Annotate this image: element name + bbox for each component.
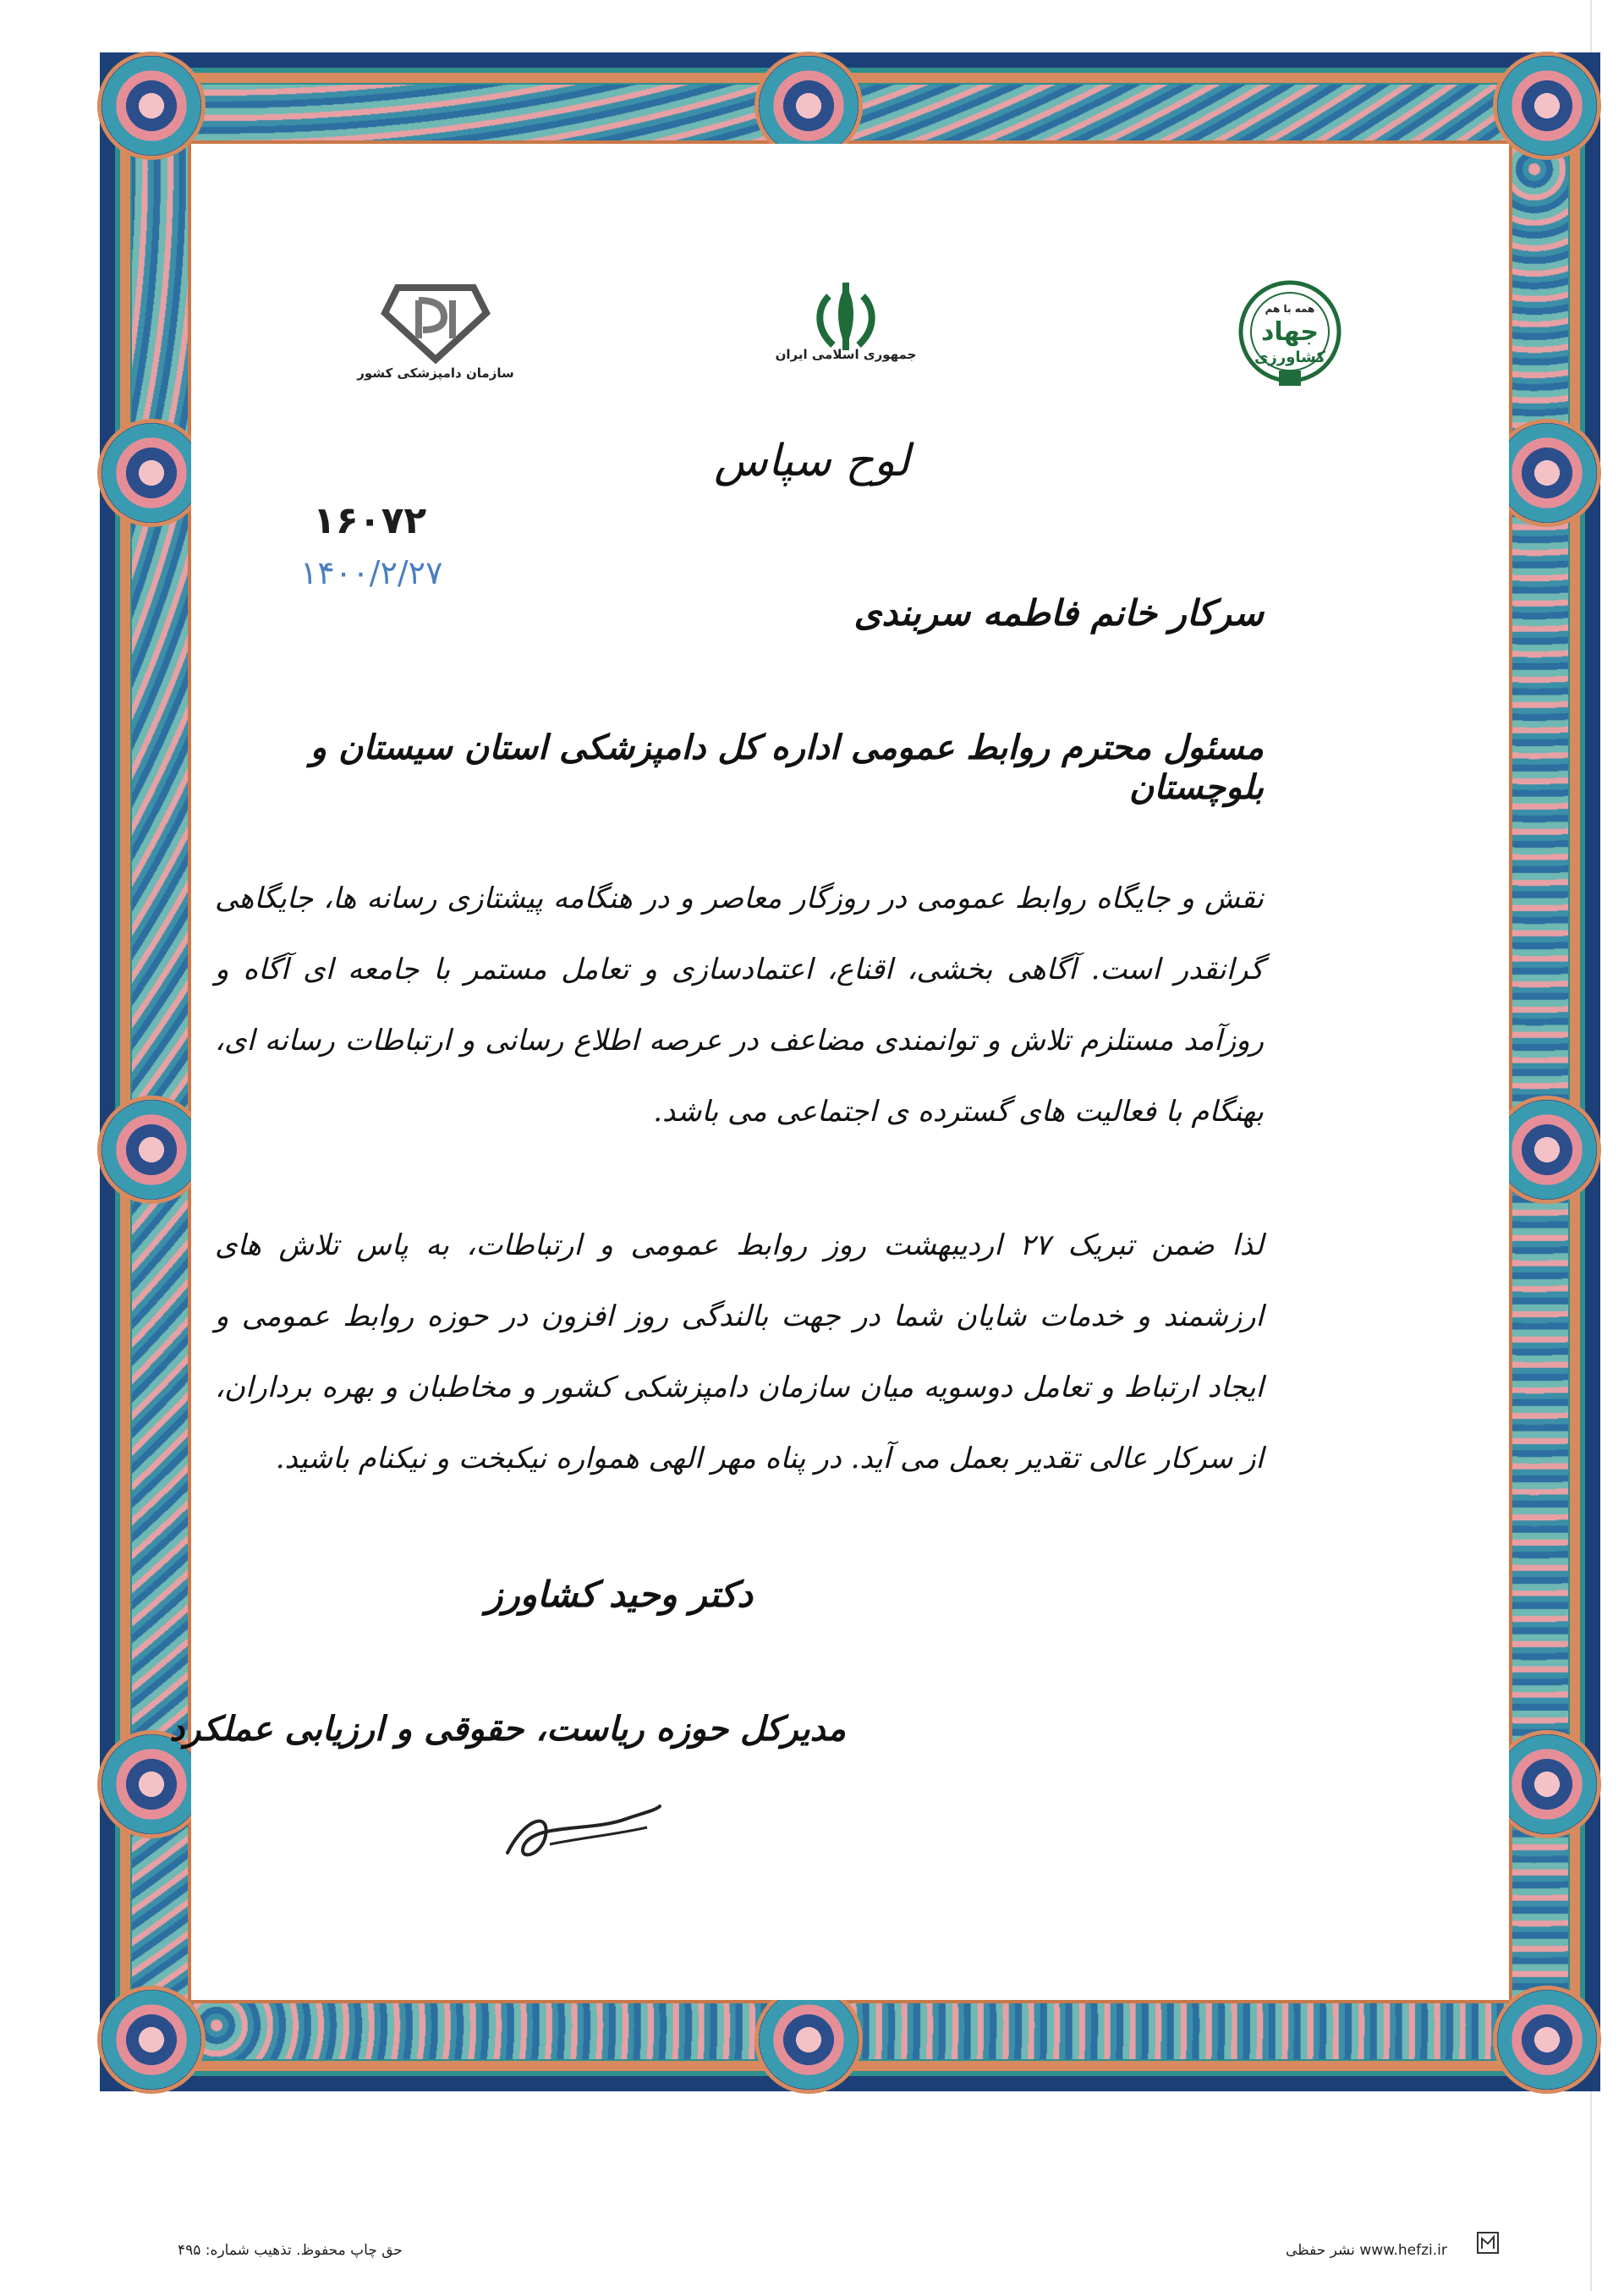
rights-footer: حق چاپ محفوظ. تذهیب شماره: ۴۹۵ [178, 2242, 403, 2259]
medallion-left-1 [102, 423, 201, 523]
medallion-top-left [102, 56, 201, 156]
medallion-left-2 [102, 1100, 201, 1200]
medallion-right-1 [1497, 423, 1597, 523]
vet-org-logo [381, 279, 491, 364]
medallion-bottom-center [759, 1990, 859, 2090]
signer-name: دکتر وحید کشاورز [486, 1574, 753, 1615]
jahad-sub: کشاورزی [1254, 349, 1325, 366]
body-paragraph-2: لذا ضمن تبریک ۲۷ اردیبهشت روز روابط عمومی و ارتباطات، به پاس تلاش های ارزشمند و خدمات شایان شما در جهت بالندگی روز افزون در حوزه روابط عمومی و ایجاد ارتباط و تعامل دوسویه میان سازمان دامپزشکی کشور و مخاطبان و بهره برداران، از سرکار عالی تقدیر بعمل می آید. در پناه مهر الهی همواره نیکبخت و نیکنام باشید. [215, 1228, 1264, 1475]
jahad-top-caption: همه با هم [1265, 303, 1315, 315]
signer-title: مدیرکل حوزه ریاست، حقوقی و ارزیابی عملکرد [169, 1709, 846, 1749]
medallion-right-2 [1497, 1100, 1597, 1200]
reference-date: ۱۴۰۰/۲/۲۷ [300, 554, 443, 591]
medallion-right-3 [1497, 1734, 1597, 1834]
signature [499, 1785, 668, 1878]
recipient-name: سرکار خانم فاطمه سربندی [853, 592, 1264, 634]
reference-number: ۱۶۰۷۲ [313, 499, 427, 542]
medallion-left-3 [102, 1734, 201, 1834]
medallion-top-right [1497, 56, 1597, 156]
body-paragraph-1: نقش و جایگاه روابط عمومی در روزگار معاصر و در هنگامه پیشتازی رسانه ها، جایگاهی گرانقدر است. آگاهی بخشی، اقناع، اعتمادسازی و تعامل مستمر با جامعه ای آگاه و روزآمد مستلزم تلاش و توانمندی مضاعف در عرصه اطلاع رسانی و ارتباطات رسانه ای، بهنگام با فعالیت های گسترده ی اجتماعی می باشد. [215, 882, 1264, 1129]
jahad-name: جهاد [1260, 317, 1320, 347]
medallion-top-center [759, 56, 859, 156]
publisher-footer: www.hefzi.ir نشر حفظی [1286, 2242, 1447, 2259]
medallion-bottom-left [102, 1990, 201, 2090]
vet-org-caption: سازمان دامپزشکی کشور [357, 365, 514, 381]
certificate-title: لوح سپاس [714, 436, 910, 486]
hefzi-icon [1475, 2230, 1501, 2255]
medallion-bottom-right [1497, 1990, 1597, 2090]
emblem-icon [795, 279, 897, 355]
recipient-position: مسئول محترم روابط عمومی اداره کل دامپزشکی استان سیستان و بلوچستان [310, 728, 1264, 807]
emblem-caption: جمهوری اسلامی ایران [775, 347, 917, 362]
